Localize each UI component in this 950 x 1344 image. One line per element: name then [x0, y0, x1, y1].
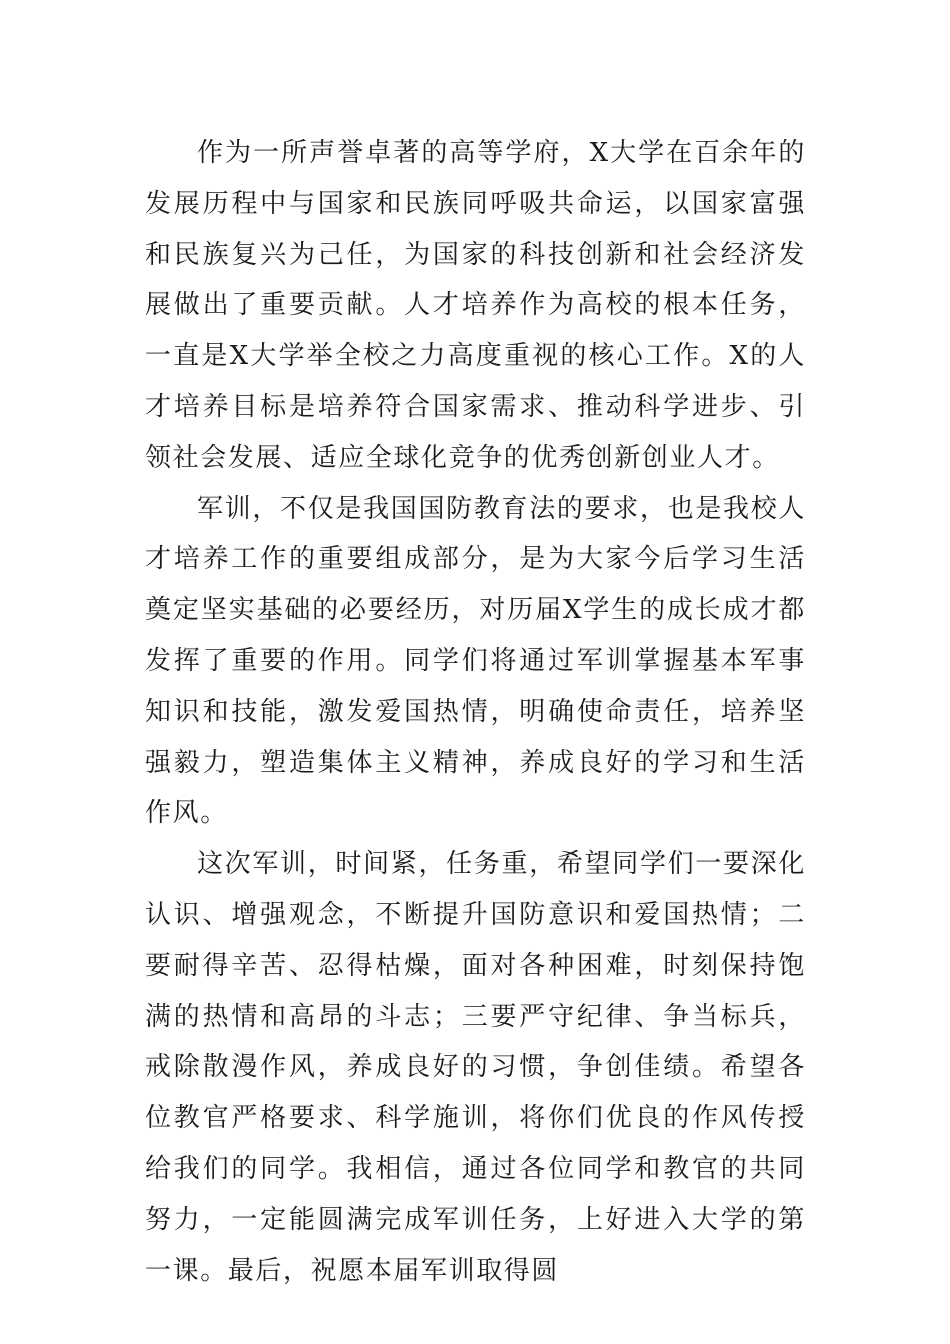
paragraph-1: 作为一所声誉卓著的高等学府，X大学在百余年的发展历程中与国家和民族同呼吸共命运，以国家富强和民族复兴为己任，为国家的科技创新和社会经济发展做出了重要贡献。人才培养作为高校的根本任务，一直是X大学举全校之力高度重视的核心工作。X的人才培养目标是培养符合国家需求、推动科学进步、引领社会发展、适应全球化竞争的优秀创新创业人才。 [145, 138, 806, 473]
paragraph-3: 这次军训，时间紧，任务重，希望同学们一要深化认识、增强观念，不断提升国防意识和爱国热情；二要耐得辛苦、忍得枯燥，面对各种困难，时刻保持饱满的热情和高昂的斗志；三要严守纪律、争当标兵，戒除散漫作风，养成良好的习惯，争创佳绩。希望各位教官严格要求、科学施训，将你们优良的作风传授给我们的同学。我相信，通过各位同学和教官的共同努力，一定能圆满完成军训任务，上好进入大学的第一课。最后，祝愿本届军训取得圆 [145, 849, 806, 1286]
paragraph-2: 军训，不仅是我国国防教育法的要求，也是我校人才培养工作的重要组成部分，是为大家今后学习生活奠定坚实基础的必要经历，对历届X学生的成长成才都发挥了重要的作用。同学们将通过军训掌握基本军事知识和技能，激发爱国热情，明确使命责任，培养坚强毅力，塑造集体主义精神，养成良好的学习和生活作风。 [145, 493, 806, 829]
document-body [145, 128, 806, 1296]
